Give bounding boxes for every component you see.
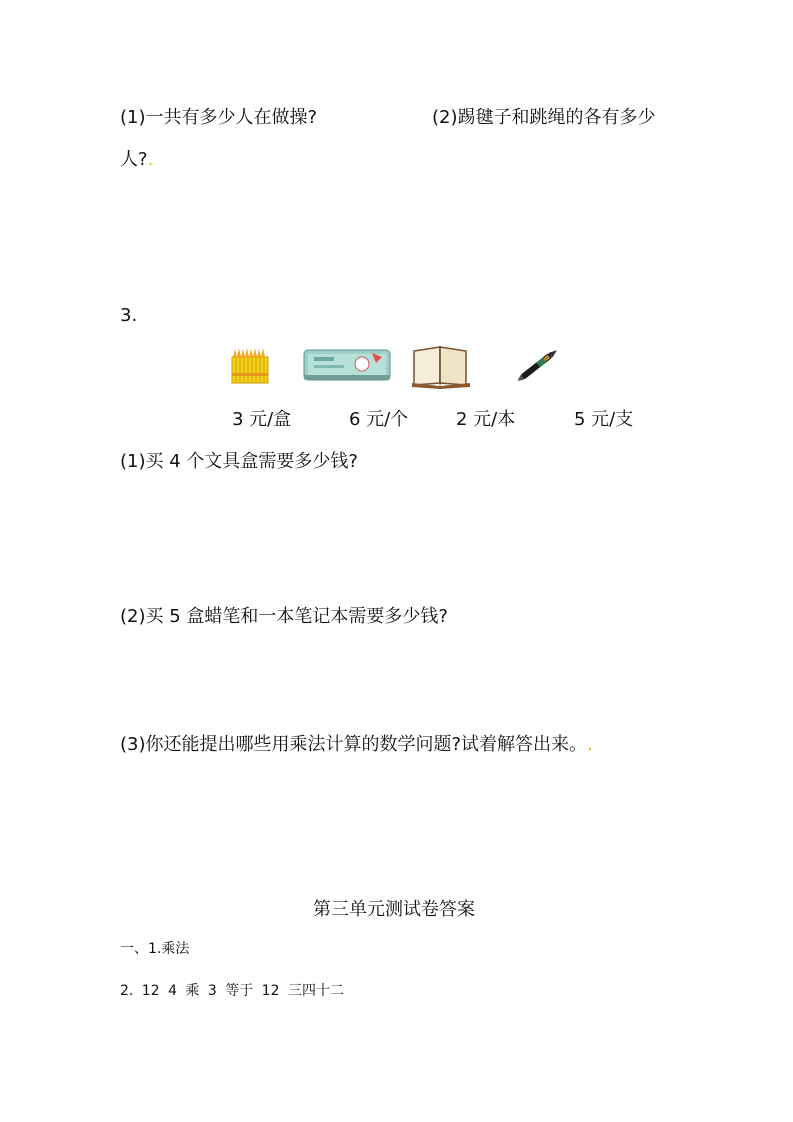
q2-sub1: (1)一共有多少人在做操?: [120, 107, 318, 128]
pencil-case-icon: [302, 347, 392, 383]
price-crayons: 3 元/盒: [232, 409, 292, 430]
q3-sub3: (3)你还能提出哪些用乘法计算的数学问题?试着解答出来。.: [120, 734, 593, 755]
answers-line2: 2. 12 4 乘 3 等于 12 三四十二: [120, 983, 344, 999]
q2-sub2-line2: 人?.: [120, 149, 154, 170]
notebook-icon: [410, 343, 472, 389]
answers-line1: 一、1.乘法: [120, 941, 190, 957]
price-pen: 5 元/支: [574, 409, 634, 430]
crayons-icon: [230, 345, 270, 385]
price-notebook: 2 元/本: [456, 409, 516, 430]
q3-sub1: (1)买 4 个文具盒需要多少钱?: [120, 451, 358, 472]
q3-sub2: (2)买 5 盒蜡笔和一本笔记本需要多少钱?: [120, 606, 448, 627]
answers-title: 第三单元测试卷答案: [313, 899, 475, 920]
price-pencil-case: 6 元/个: [349, 409, 409, 430]
pen-icon: [512, 343, 564, 387]
q3-number: 3.: [120, 305, 138, 326]
q2-sub2-line1: (2)踢毽子和跳绳的各有多少: [432, 107, 656, 128]
